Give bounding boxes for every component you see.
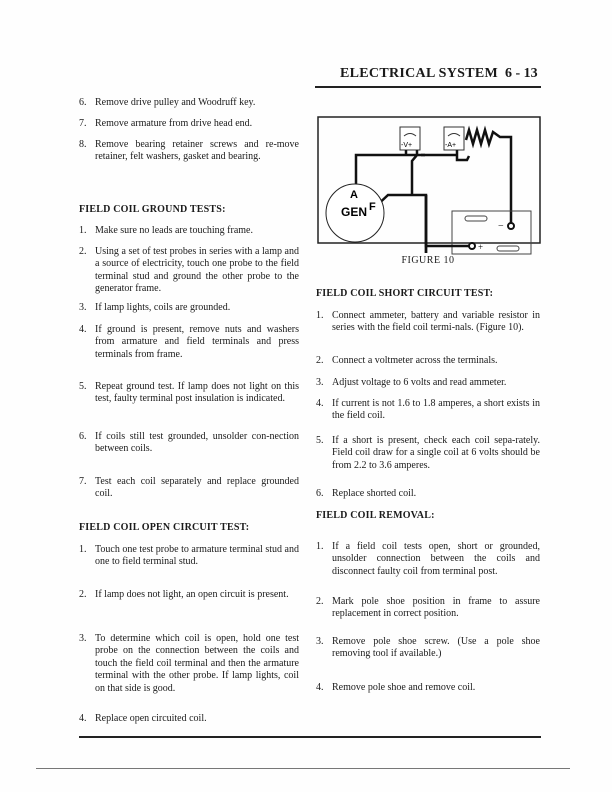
- svg-text:-A+: -A+: [445, 142, 457, 149]
- section-heading: FIELD COIL REMOVAL:: [316, 510, 435, 521]
- item-text: If a field coil tests open, short or grounded, unsolder connection between the coils and disconnect faulty coil from terminal post.: [332, 541, 540, 577]
- item-number: 2.: [79, 246, 87, 257]
- item-text: Remove drive pulley and Woodruff key.: [95, 97, 256, 108]
- svg-text:−: −: [498, 221, 504, 232]
- item-text: Connect a voltmeter across the terminals.: [332, 355, 498, 366]
- resistor-icon: [466, 130, 511, 224]
- item-text: Using a set of test probes in series with a lamp and a source of electricity, touch one probe to the field terminal stud and ground the other probe to the generator frame.: [95, 246, 299, 295]
- list-item: [79, 633, 299, 695]
- list-item: [79, 713, 299, 725]
- list-item: [316, 596, 540, 621]
- item-text: Replace open circuited coil.: [95, 713, 207, 724]
- item-number: 5.: [79, 381, 87, 392]
- list-item: [79, 246, 299, 296]
- item-text: Remove armature from drive head end.: [95, 118, 253, 129]
- list-item: [316, 541, 540, 578]
- list-item: [79, 302, 299, 314]
- list-item: [316, 398, 540, 423]
- item-number: 8.: [79, 139, 87, 150]
- figure-caption: FIGURE 10: [401, 255, 455, 266]
- section-title: ELECTRICAL SYSTEM: [340, 66, 498, 81]
- list-item: [316, 355, 540, 367]
- item-number: 6.: [79, 431, 87, 442]
- list-item: [79, 476, 299, 501]
- item-text: If lamp lights, coils are grounded.: [95, 302, 231, 313]
- item-number: 6.: [316, 488, 324, 499]
- item-number: 2.: [316, 355, 324, 366]
- item-text: Make sure no leads are touching frame.: [95, 225, 253, 236]
- item-text: If current is not 1.6 to 1.8 amperes, a short exists in the field coil.: [332, 398, 540, 422]
- list-item: [79, 431, 299, 456]
- item-number: 1.: [79, 225, 87, 236]
- item-text: If coils still test grounded, unsolder con-nection between coils.: [95, 431, 299, 455]
- svg-text:A: A: [350, 189, 358, 201]
- header-rule: [315, 86, 541, 88]
- item-text: Repeat ground test. If lamp does not light on this test, faulty terminal post insulation is indicated.: [95, 381, 299, 405]
- item-text: To determine which coil is open, hold one test probe on the connection between the coils and touch the field coil terminal and then the armature terminal with the other probe. If lamp lights, coil on that side is good.: [95, 633, 299, 694]
- item-number: 1.: [79, 544, 87, 555]
- item-text: Touch one test probe to armature terminal stud and one to field terminal stud.: [95, 544, 299, 568]
- list-item: [316, 636, 540, 661]
- item-number: 4.: [79, 324, 87, 335]
- item-number: 2.: [316, 596, 324, 607]
- list-item: [316, 488, 540, 500]
- list-item: [79, 118, 299, 130]
- item-number: 1.: [316, 541, 324, 552]
- item-text: Adjust voltage to 6 volts and read ammeter.: [332, 377, 507, 388]
- list-item: [316, 310, 540, 335]
- item-number: 4.: [316, 398, 324, 409]
- item-text: Connect ammeter, battery and variable resistor in series with the field coil termi-nals. (Figure 10).: [332, 310, 540, 334]
- item-number: 7.: [79, 476, 87, 487]
- svg-text:+: +: [478, 242, 484, 252]
- list-item: [79, 139, 299, 164]
- list-item: [316, 682, 540, 694]
- item-number: 4.: [316, 682, 324, 693]
- list-item: [79, 544, 299, 569]
- list-item: [316, 435, 540, 472]
- item-number: 1.: [316, 310, 324, 321]
- item-text: Replace shorted coil.: [332, 488, 417, 499]
- item-text: Remove pole shoe and remove coil.: [332, 682, 476, 693]
- item-text: Test each coil separately and replace grounded coil.: [95, 476, 299, 500]
- item-number: 7.: [79, 118, 87, 129]
- list-item: [79, 589, 299, 601]
- item-number: 5.: [316, 435, 324, 446]
- item-text: If a short is present, check each coil sepa-rately. Field coil draw for a single coil at 6 volts should be from 2.2 to 3.6 amperes.: [332, 435, 540, 471]
- item-text: If ground is present, remove nuts and washers from armature and field terminals and press terminals from frame.: [95, 324, 299, 360]
- item-text: If lamp does not light, an open circuit is present.: [95, 589, 289, 600]
- svg-text:GEN: GEN: [341, 205, 368, 219]
- item-number: 2.: [79, 589, 87, 600]
- item-number: 3.: [79, 302, 87, 313]
- list-item: [79, 381, 299, 406]
- item-text: Mark pole shoe position in frame to assure replacement in correct position.: [332, 596, 540, 620]
- list-item: [79, 324, 299, 361]
- list-item: [316, 377, 540, 389]
- item-number: 3.: [316, 377, 324, 388]
- item-number: 3.: [316, 636, 324, 647]
- voltmeter-icon: [400, 127, 420, 150]
- list-item: [79, 225, 299, 237]
- svg-text:-V+: -V+: [401, 142, 413, 149]
- section-heading: FIELD COIL OPEN CIRCUIT TEST:: [79, 522, 250, 533]
- figure-10-wiring-diagram: [317, 116, 541, 252]
- section-heading: FIELD COIL GROUND TESTS:: [79, 204, 226, 215]
- item-text: Remove pole shoe screw. (Use a pole shoe removing tool if available.): [332, 636, 540, 660]
- item-text: Remove bearing retainer screws and re-move retainer, felt washers, gasket and bearing.: [95, 139, 299, 163]
- list-item: [79, 97, 299, 109]
- item-number: 4.: [79, 713, 87, 724]
- ammeter-icon: [444, 127, 464, 150]
- item-number: 3.: [79, 633, 87, 644]
- section-heading: FIELD COIL SHORT CIRCUIT TEST:: [316, 288, 494, 299]
- svg-text:F: F: [369, 201, 376, 213]
- page-number: 6 - 13: [505, 66, 538, 81]
- item-number: 6.: [79, 97, 87, 108]
- page-edge-line: [36, 768, 570, 769]
- footer-rule: [79, 736, 541, 738]
